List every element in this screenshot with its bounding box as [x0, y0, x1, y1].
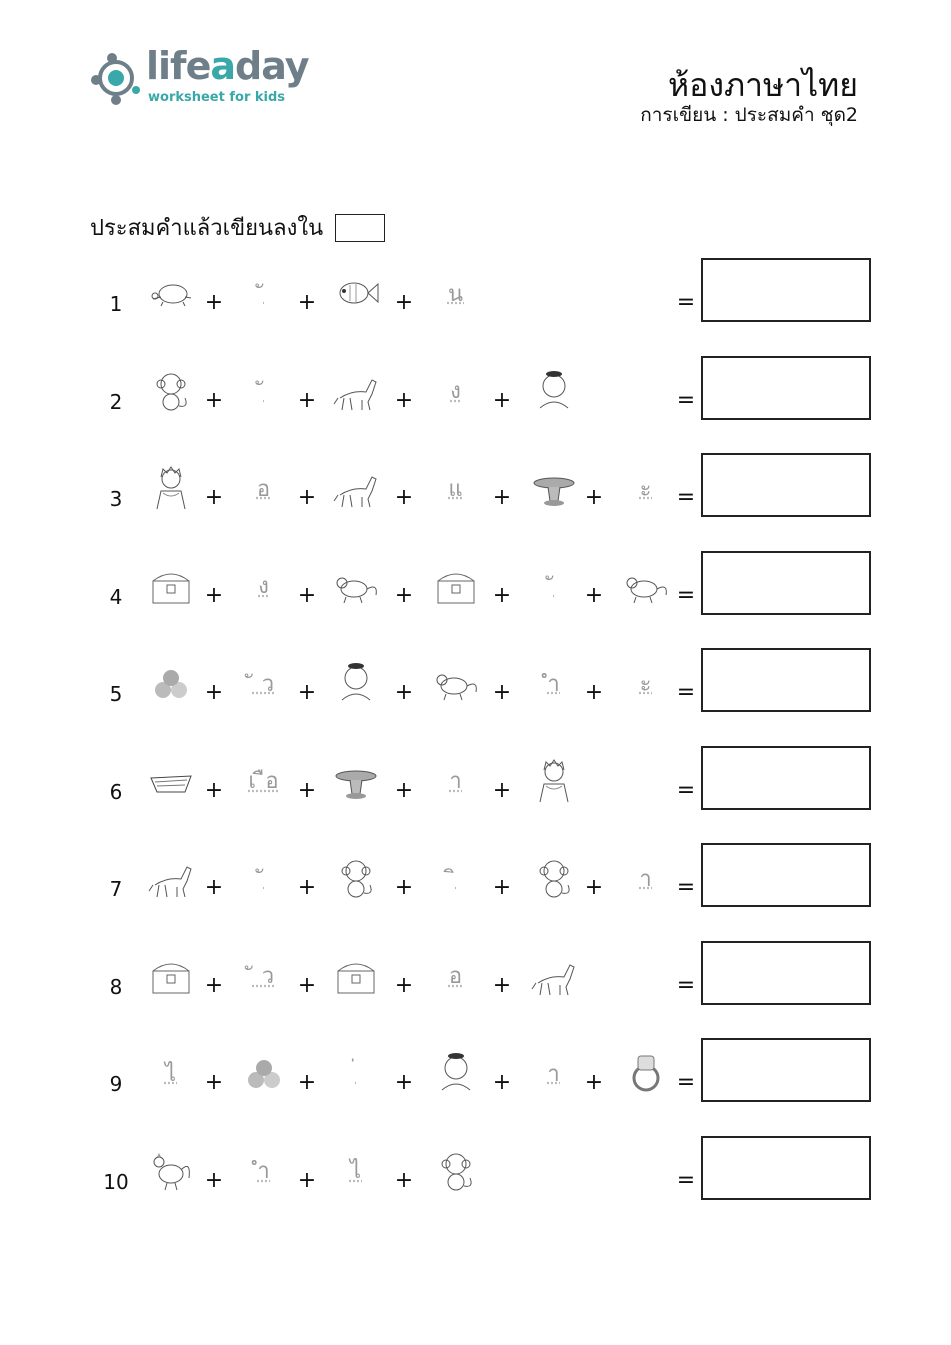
thai-glyph-text: ะ [639, 671, 653, 697]
exercise-row [0, 648, 951, 718]
thai-glyph [620, 463, 672, 513]
plus-sign: + [297, 387, 317, 413]
equals-sign: = [676, 582, 696, 608]
plus-sign: + [394, 290, 414, 315]
plus-sign: + [297, 1167, 317, 1193]
eggs-icon [145, 658, 197, 708]
thai-glyph [238, 853, 290, 903]
row-number: 9 [109, 1072, 123, 1096]
rat-icon [430, 658, 482, 708]
thai-glyph [238, 658, 290, 708]
plus-sign: + [394, 1070, 414, 1095]
plus-sign: + [297, 777, 317, 803]
exercise-row [0, 941, 951, 1011]
turtle-icon [145, 268, 197, 318]
chest-icon [430, 561, 482, 611]
thai-glyph-text: อ [256, 476, 272, 502]
equals-sign: = [676, 387, 696, 413]
plus-sign: + [204, 485, 224, 510]
plus-sign: + [297, 680, 317, 705]
thai-glyph-text: ่ [355, 1061, 357, 1087]
thai-glyph [238, 756, 290, 806]
thai-glyph [330, 1146, 382, 1196]
thai-glyph [620, 853, 672, 903]
instruction-box-sample [335, 214, 385, 242]
answer-box[interactable] [701, 356, 871, 420]
exercise-row [0, 746, 951, 816]
thai-glyph-text: ไ [349, 1159, 363, 1184]
equals-sign: = [676, 290, 696, 315]
monkey-icon [528, 853, 580, 903]
exercise-row [0, 1136, 951, 1206]
plus-sign: + [584, 875, 604, 900]
thai-glyph-text: ั ว [252, 964, 276, 989]
rat-icon [330, 561, 382, 611]
thai-glyph-text: ง [450, 379, 462, 404]
fish-icon [330, 268, 382, 318]
plus-sign: + [584, 680, 604, 705]
thai-glyph-text: า [547, 1061, 561, 1087]
answer-box[interactable] [701, 453, 871, 517]
row-number: 6 [109, 779, 123, 804]
row-number: 2 [109, 389, 123, 414]
thai-glyph-text: ั [263, 379, 265, 404]
equals-sign: = [676, 875, 696, 900]
exercise-row [0, 453, 951, 523]
instruction [90, 210, 385, 245]
thai-glyph-text: ำ [257, 1159, 271, 1184]
plus-sign: + [297, 582, 317, 608]
exercise-row [0, 843, 951, 913]
row-number: 4 [109, 584, 123, 609]
plus-sign: + [204, 972, 224, 998]
thai-glyph-text: ไ [164, 1061, 178, 1087]
tray-icon [330, 756, 382, 806]
plus-sign: + [492, 777, 512, 803]
thai-glyph-text: า [449, 769, 463, 794]
equals-sign: = [676, 1167, 696, 1193]
thai-glyph-text: อ [448, 964, 464, 989]
plus-sign: + [584, 1070, 604, 1095]
thai-glyph [238, 366, 290, 416]
plus-sign: + [584, 485, 604, 510]
thai-glyph-text: เ ือ [248, 769, 280, 794]
thai-glyph [528, 658, 580, 708]
thai-glyph-text: ำ [547, 671, 561, 697]
giant-icon [145, 463, 197, 513]
thai-glyph-text: แ [448, 476, 464, 502]
row-number: 7 [109, 877, 123, 901]
plus-sign: + [204, 875, 224, 900]
thai-glyph-text: ั [263, 866, 265, 892]
plus-sign: + [394, 972, 414, 998]
exercise-row [0, 551, 951, 621]
thai-glyph [430, 853, 482, 903]
thai-glyph [238, 268, 290, 318]
plus-sign: + [204, 1070, 224, 1095]
thai-glyph [528, 561, 580, 611]
plus-sign: + [492, 680, 512, 705]
logo-icon [90, 50, 144, 106]
thai-glyph-text: น [447, 281, 465, 307]
answer-box[interactable] [701, 746, 871, 810]
man-icon [430, 1048, 482, 1098]
thai-glyph-text: ั ว [252, 671, 276, 697]
horse-icon [145, 853, 197, 903]
thai-glyph-text: ิ [455, 866, 457, 892]
answer-box[interactable] [701, 843, 871, 907]
plus-sign: + [297, 1070, 317, 1095]
plus-sign: + [204, 680, 224, 705]
plus-sign: + [297, 290, 317, 315]
thai-glyph-text: ั [553, 574, 555, 599]
plus-sign: + [394, 1167, 414, 1193]
man-icon [528, 366, 580, 416]
thai-glyph [430, 951, 482, 1001]
horse-icon [528, 951, 580, 1001]
plus-sign: + [584, 582, 604, 608]
answer-box[interactable] [701, 941, 871, 1005]
row-number: 1 [109, 292, 123, 316]
monkey-icon [145, 366, 197, 416]
equals-sign: = [676, 777, 696, 803]
thai-glyph [238, 1146, 290, 1196]
eggs-icon [238, 1048, 290, 1098]
equals-sign: = [676, 972, 696, 998]
thai-glyph [238, 951, 290, 1001]
thai-glyph [430, 756, 482, 806]
man-icon [330, 658, 382, 708]
page-subtitle: การเขียน : ประสมคำ ชุด2 [640, 104, 858, 126]
plus-sign: + [394, 680, 414, 705]
row-number: 3 [109, 487, 123, 511]
answer-box[interactable] [701, 258, 871, 322]
rooster-icon [145, 1146, 197, 1196]
thai-glyph [238, 463, 290, 513]
thai-glyph-text: ะ [639, 476, 653, 502]
thai-glyph [430, 268, 482, 318]
plus-sign: + [204, 387, 224, 413]
equals-sign: = [676, 485, 696, 510]
thai-glyph [620, 658, 672, 708]
equals-sign: = [676, 680, 696, 705]
page-title: ห้องภาษาไทย [668, 66, 858, 104]
thai-glyph [430, 366, 482, 416]
plus-sign: + [492, 582, 512, 608]
plus-sign: + [204, 1167, 224, 1193]
plus-sign: + [394, 387, 414, 413]
logo-tagline: worksheet for kids [148, 90, 286, 105]
chest-icon [330, 951, 382, 1001]
plus-sign: + [297, 972, 317, 998]
thai-glyph [430, 463, 482, 513]
plus-sign: + [492, 485, 512, 510]
plus-sign: + [492, 972, 512, 998]
plus-sign: + [394, 582, 414, 608]
plus-sign: + [492, 1070, 512, 1095]
thai-glyph-text: ั [263, 281, 265, 307]
monkey-icon [330, 853, 382, 903]
plus-sign: + [394, 875, 414, 900]
logo-wordmark: lifeaday [146, 44, 309, 88]
thai-glyph [238, 561, 290, 611]
plus-sign: + [204, 290, 224, 315]
answer-box[interactable] [701, 648, 871, 712]
plus-sign: + [492, 875, 512, 900]
row-number: 10 [103, 1169, 129, 1194]
row-number: 8 [109, 974, 123, 999]
thai-glyph [145, 1048, 197, 1098]
equals-sign: = [676, 1070, 696, 1095]
brand-logo [90, 44, 309, 110]
plus-sign: + [204, 777, 224, 803]
thai-glyph-text: า [639, 866, 653, 892]
chest-icon [145, 561, 197, 611]
chest-icon [145, 951, 197, 1001]
exercise-row [0, 356, 951, 426]
boat-icon [145, 756, 197, 806]
answer-box[interactable] [701, 551, 871, 615]
plus-sign: + [204, 582, 224, 608]
thai-glyph-text: ง [258, 574, 270, 599]
answer-box[interactable] [701, 1038, 871, 1102]
rat-icon [620, 561, 672, 611]
exercise-row [0, 258, 951, 328]
instruction-text: ประสมคำแล้วเขียนลงใน [90, 216, 324, 241]
tray-icon [528, 463, 580, 513]
plus-sign: + [394, 777, 414, 803]
row-number: 5 [109, 682, 123, 706]
thai-glyph [330, 1048, 382, 1098]
horse-icon [330, 366, 382, 416]
answer-box[interactable] [701, 1136, 871, 1200]
thai-glyph [528, 1048, 580, 1098]
monkey-icon [430, 1146, 482, 1196]
plus-sign: + [492, 387, 512, 413]
plus-sign: + [394, 485, 414, 510]
giant-icon [528, 756, 580, 806]
ring-icon [620, 1048, 672, 1098]
horse-icon [330, 463, 382, 513]
plus-sign: + [297, 485, 317, 510]
plus-sign: + [297, 875, 317, 900]
exercise-row [0, 1038, 951, 1108]
